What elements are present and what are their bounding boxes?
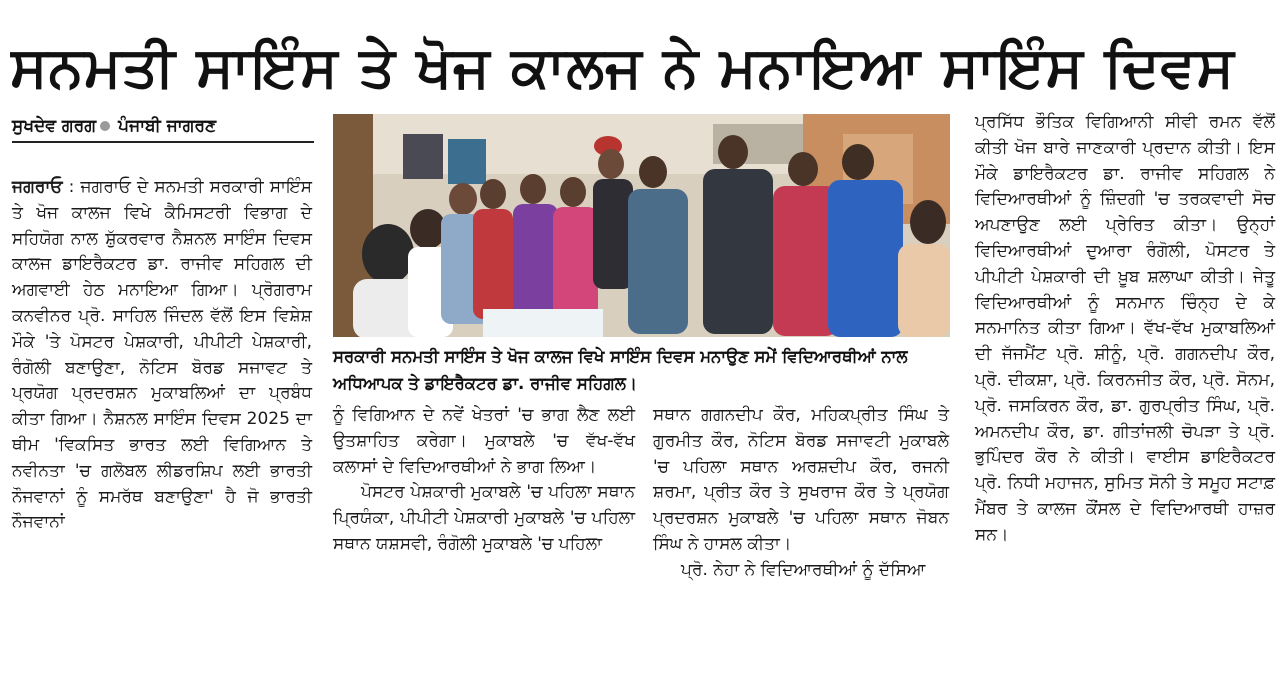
- dateline: ਜਗਰਾਓ: [12, 177, 63, 197]
- bullet-dot-icon: [100, 121, 110, 131]
- article-paragraph: ਪ੍ਰਸਿੱਧ ਭੌਤਿਕ ਵਿਗਿਆਨੀ ਸੀਵੀ ਰਮਨ ਵੱਲੋਂ ਕੀਤੀ ਖੋਜ ਬਾਰੇ ਜਾਣਕਾਰੀ ਪ੍ਰਦਾਨ ਕੀਤੀ। ਇਸ ਮੌਕੇ ਡਾਇਰੈਕਟਰ ਡਾ. ਰਾਜੀਵ ਸਹਿਗਲ ਨੇ ਵਿਦਿਆਰਥੀਆਂ ਨੂੰ ਜ਼ਿੰਦਗੀ 'ਚ ਤਰਕਵਾਦੀ ਸੋਚ ਅਪਣਾਉਣ ਲਈ ਪ੍ਰੇਰਿਤ ਕੀਤਾ। ਉਨ੍ਹਾਂ ਵਿਦਿਆਰਥੀਆਂ ਦੁਆਰਾ ਰੰਗੋਲੀ, ਪੋਸਟਰ ਤੇ ਪੀਪੀਟੀ ਪੇਸ਼ਕਾਰੀ ਦੀ ਖ਼ੂਬ ਸ਼ਲਾਘਾ ਕੀਤੀ। ਜੇਤੂ ਵਿਦਿਆਰਥੀਆਂ ਨੂੰ ਸਨਮਾਨ ਚਿੰਨ੍ਹ ਦੇ ਕੇ ਸਨਮਾਨਿਤ ਕੀਤਾ ਗਿਆ। ਵੱਖ-ਵੱਖ ਮੁਕਾਬਲਿਆਂ ਦੀ ਜੱਜਮੈਂਟ ਪ੍ਰੋ. ਸ਼ੀਨੂੰ, ਪ੍ਰੋ. ਗਗਨਦੀਪ ਕੌਰ, ਪ੍ਰੋ. ਦੀਕਸ਼ਾ, ਪ੍ਰੋ. ਕਿਰਨਜੀਤ ਕੌਰ, ਪ੍ਰੋ. ਸੋਨਮ, ਪ੍ਰੋ. ਜਸਕਿਰਨ ਕੌਰ, ਡਾ. ਗੁਰਪ੍ਰੀਤ ਸਿੰਘ, ਪ੍ਰੋ. ਅਮਨਦੀਪ ਕੌਰ, ਡਾ. ਗੀਤਾਂਜਲੀ ਚੋਪੜਾ ਤੇ ਪ੍ਰੋ. ਭੁਪਿੰਦਰ ਕੌਰ ਨੇ ਕੀਤੀ। ਵਾਈਸ ਡਾਇਰੈਕਟਰ ਪ੍ਰੋ. ਨਿਧੀ ਮਹਾਜਨ, ਸੁਮਿਤ ਸੋਨੀ ਤੇ ਸਮੂਹ ਸਟਾਫ਼ ਮੈਂਬਰ ਤੇ ਕਾਲਜ ਕੌਂਸਲ ਦੇ ਵਿਦਿਆਰਥੀ ਹਾਜ਼ਰ ਸਨ।: [975, 112, 1275, 545]
- news-photo: [333, 114, 950, 337]
- headline: ਸਨਮਤੀ ਸਾਇੰਸ ਤੇ ਖੋਜ ਕਾਲਜ ਨੇ ਮਨਾਇਆ ਸਾਇੰਸ ਦਿਵਸ: [10, 35, 1235, 100]
- byline-author: ਸੁਖਦੇਵ ਗਰਗ: [12, 116, 97, 136]
- byline: [12, 113, 312, 139]
- article-column-4: [975, 110, 1275, 650]
- article-column-2: [333, 403, 635, 648]
- article-paragraph: ਪੋਸਟਰ ਪੇਸ਼ਕਾਰੀ ਮੁਕਾਬਲੇ 'ਚ ਪਹਿਲਾ ਸਥਾਨ ਪ੍ਰਿਯੰਕਾ, ਪੀਪੀਟੀ ਪੇਸ਼ਕਾਰੀ ਮੁਕਾਬਲੇ 'ਚ ਪਹਿਲਾ ਸਥਾਨ ਯਸ਼ਸਵੀ, ਰੰਗੋਲੀ ਮੁਕਾਬਲੇ 'ਚ ਪਹਿਲਾ: [333, 482, 635, 554]
- photo-icon: [333, 114, 950, 337]
- article-paragraph: ਸਥਾਨ ਗਗਨਦੀਪ ਕੌਰ, ਮਹਿਕਪ੍ਰੀਤ ਸਿੰਘ ਤੇ ਗੁਰਮੀਤ ਕੌਰ, ਨੋਟਿਸ ਬੋਰਡ ਸਜਾਵਟੀ ਮੁਕਾਬਲੇ 'ਚ ਪਹਿਲਾ ਸਥਾਨ ਅਰਸ਼ਦੀਪ ਕੌਰ, ਰਜਨੀ ਸ਼ਰਮਾ, ਪ੍ਰੀਤ ਕੌਰ ਤੇ ਸੁਖਰਾਜ ਕੌਰ ਤੇ ਪ੍ਰਯੋਗ ਪ੍ਰਦਰਸ਼ਨ ਮੁਕਾਬਲੇ 'ਚ ਪਹਿਲਾ ਸਥਾਨ ਜੋਬਨ ਸਿੰਘ ਨੇ ਹਾਸਲ ਕੀਤਾ।: [653, 405, 949, 554]
- article-column-3: [653, 403, 949, 648]
- article-column-1: [12, 175, 312, 645]
- photo-caption: ਸਰਕਾਰੀ ਸਨਮਤੀ ਸਾਇੰਸ ਤੇ ਖੋਜ ਕਾਲਜ ਵਿਖੇ ਸਾਇੰਸ ਦਿਵਸ ਮਨਾਉਣ ਸਮੇਂ ਵਿਦਿਆਰਥੀਆਂ ਨਾਲ ਅਧਿਆਪਕ ਤੇ ਡਾਇਰੈਕਟਰ ਡਾ. ਰਾਜੀਵ ਸਹਿਗਲ।: [333, 347, 908, 393]
- byline-publication: ਪੰਜਾਬੀ ਜਾਗਰਣ: [118, 116, 217, 136]
- article-text: : ਜਗਰਾਓ ਦੇ ਸਨਮਤੀ ਸਰਕਾਰੀ ਸਾਇੰਸ ਤੇ ਖੋਜ ਕਾਲਜ ਵਿਖੇ ਕੈਮਿਸਟਰੀ ਵਿਭਾਗ ਦੇ ਸਹਿਯੋਗ ਨਾਲ ਸ਼ੁੱਕਰਵਾਰ ਨੈਸ਼ਨਲ ਸਾਇੰਸ ਦਿਵਸ ਕਾਲਜ ਡਾਇਰੈਕਟਰ ਡਾ. ਰਾਜੀਵ ਸਹਿਗਲ ਦੀ ਅਗਵਾਈ ਹੇਠ ਮਨਾਇਆ ਗਿਆ। ਪ੍ਰੋਗਰਾਮ ਕਨਵੀਨਰ ਪ੍ਰੋ. ਸਾਹਿਲ ਜਿੰਦਲ ਵੱਲੋਂ ਇਸ ਵਿਸ਼ੇਸ਼ ਮੌਕੇ 'ਤੇ ਪੋਸਟਰ ਪੇਸ਼ਕਾਰੀ, ਪੀਪੀਟੀ ਪੇਸ਼ਕਾਰੀ, ਰੰਗੋਲੀ ਬਣਾਉਣਾ, ਨੋਟਿਸ ਬੋਰਡ ਸਜਾਵਟ ਤੇ ਪ੍ਰਯੋਗ ਪ੍ਰਦਰਸ਼ਨ ਮੁਕਾਬਲਿਆਂ ਦਾ ਪ੍ਰਬੰਧ ਕੀਤਾ ਗਿਆ। ਨੈਸ਼ਨਲ ਸਾਇੰਸ ਦਿਵਸ 2025 ਦਾ ਥੀਮ 'ਵਿਕਸਿਤ ਭਾਰਤ ਲਈ ਵਿਗਿਆਨ ਤੇ ਨਵੀਨਤਾ 'ਚ ਗਲੋਬਲ ਲੀਡਰਸ਼ਿਪ ਲਈ ਭਾਰਤੀ ਨੌਜਵਾਨਾਂ ਨੂੰ ਸਮਰੱਥ ਬਣਾਉਣਾ' ਹੈ ਜੋ ਭਾਰਤੀ ਨੌਜਵਾਨਾਂ: [12, 177, 312, 533]
- article-paragraph: ਨੂੰ ਵਿਗਿਆਨ ਦੇ ਨਵੇਂ ਖੇਤਰਾਂ 'ਚ ਭਾਗ ਲੈਣ ਲਈ ਉਤਸ਼ਾਹਿਤ ਕਰੇਗਾ। ਮੁਕਾਬਲੇ 'ਚ ਵੱਖ-ਵੱਖ ਕਲਾਸਾਂ ਦੇ ਵਿਦਿਆਰਥੀਆਂ ਨੇ ਭਾਗ ਲਿਆ।: [333, 405, 635, 477]
- article-paragraph: ਪ੍ਰੋ. ਨੇਹਾ ਨੇ ਵਿਦਿਆਰਥੀਆਂ ਨੂੰ ਦੱਸਿਆ: [681, 559, 926, 580]
- byline-rule: [12, 141, 314, 143]
